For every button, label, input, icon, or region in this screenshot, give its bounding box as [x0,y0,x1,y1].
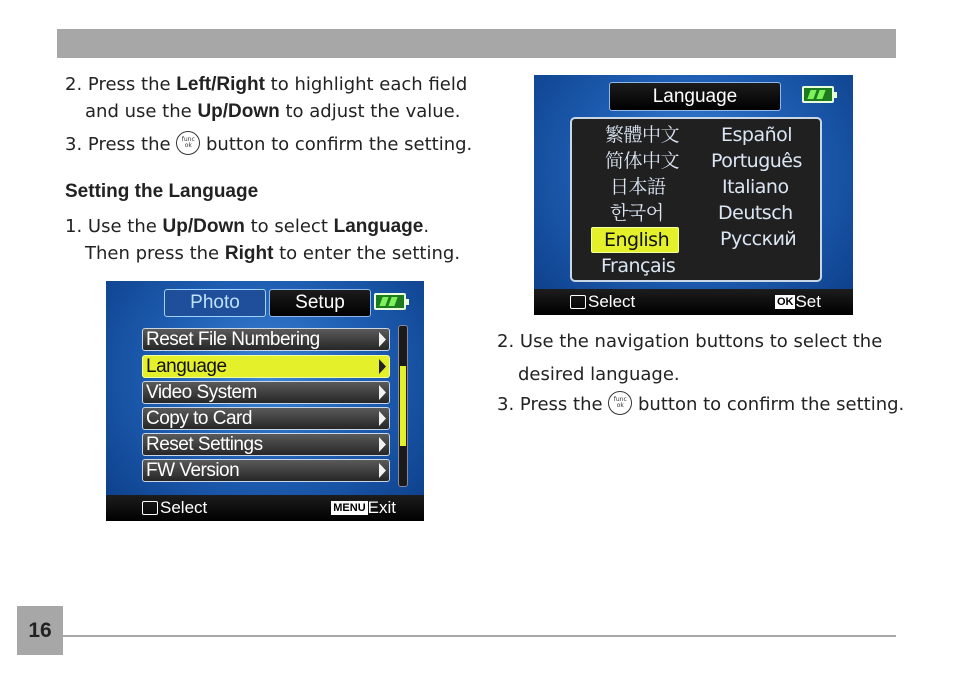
setup-menu-screen [106,281,424,521]
language-bottom-bar: Select OK Set [534,289,853,315]
menu-item-language[interactable]: Language [142,355,390,378]
chevron-right-icon [379,463,386,478]
menu-item-fw-version[interactable]: FW Version [142,459,390,482]
language-option[interactable]: Português [711,150,802,172]
chevron-right-icon [379,411,386,426]
tab-photo[interactable]: Photo [164,289,266,317]
header-bar [57,29,896,58]
setup-bottom-bar: Select MENU Exit [106,495,424,521]
language-option[interactable]: Français [601,255,676,277]
language-option[interactable]: 简体中文 [605,150,680,172]
section-heading: Setting the Language [65,181,259,202]
language-option[interactable]: Español [721,124,793,146]
language-option-selected[interactable]: English [591,227,679,253]
language-option[interactable]: 日本語 [610,176,666,198]
language-option[interactable]: Deutsch [718,202,793,224]
chevron-right-icon [379,359,386,374]
battery-icon [802,86,834,103]
language-option[interactable]: Русский [720,228,797,250]
language-option[interactable]: Italiano [722,176,789,198]
step-1-left: 1. Use the Up/Down to select Language. Then press the Right to enter the setting. [65,216,461,264]
scrollbar-thumb[interactable] [400,366,406,446]
language-option[interactable]: 繁體中文 [605,124,680,146]
nav-button-icon [142,501,158,515]
language-list [570,117,822,282]
language-title: Language [609,82,781,111]
chevron-right-icon [379,332,386,347]
menu-item-video-system[interactable]: Video System [142,381,390,404]
footer-rule [63,635,896,637]
step-3-left: 3. Press the func ok button to confirm the setting. [65,131,472,158]
nav-button-icon [570,295,586,309]
tab-setup[interactable]: Setup [269,289,371,317]
chevron-right-icon [379,385,386,400]
step-2-right: 2. Use the navigation buttons to select the desired language. [497,331,883,385]
chevron-right-icon [379,437,386,452]
func-ok-icon: func ok [608,391,632,415]
func-ok-icon: func ok [176,131,200,155]
step-3-right: 3. Press the func ok button to confirm the setting. [497,391,904,418]
menu-key-icon: MENU [333,501,366,514]
page-number: 16 [17,606,63,655]
language-option[interactable]: 한국어 [610,202,664,224]
menu-scrollbar[interactable] [398,325,408,487]
language-screen [534,75,853,315]
menu-item-reset-settings[interactable]: Reset Settings [142,433,390,456]
ok-key-icon: OK [776,295,794,308]
menu-item-copy-to-card[interactable]: Copy to Card [142,407,390,430]
step-2-left: 2. Press the Left/Right to highlight each field and use the Up/Down to adjust the value. [65,74,468,122]
menu-item-reset-file-numbering[interactable]: Reset File Numbering [142,328,390,351]
battery-icon [374,293,406,310]
